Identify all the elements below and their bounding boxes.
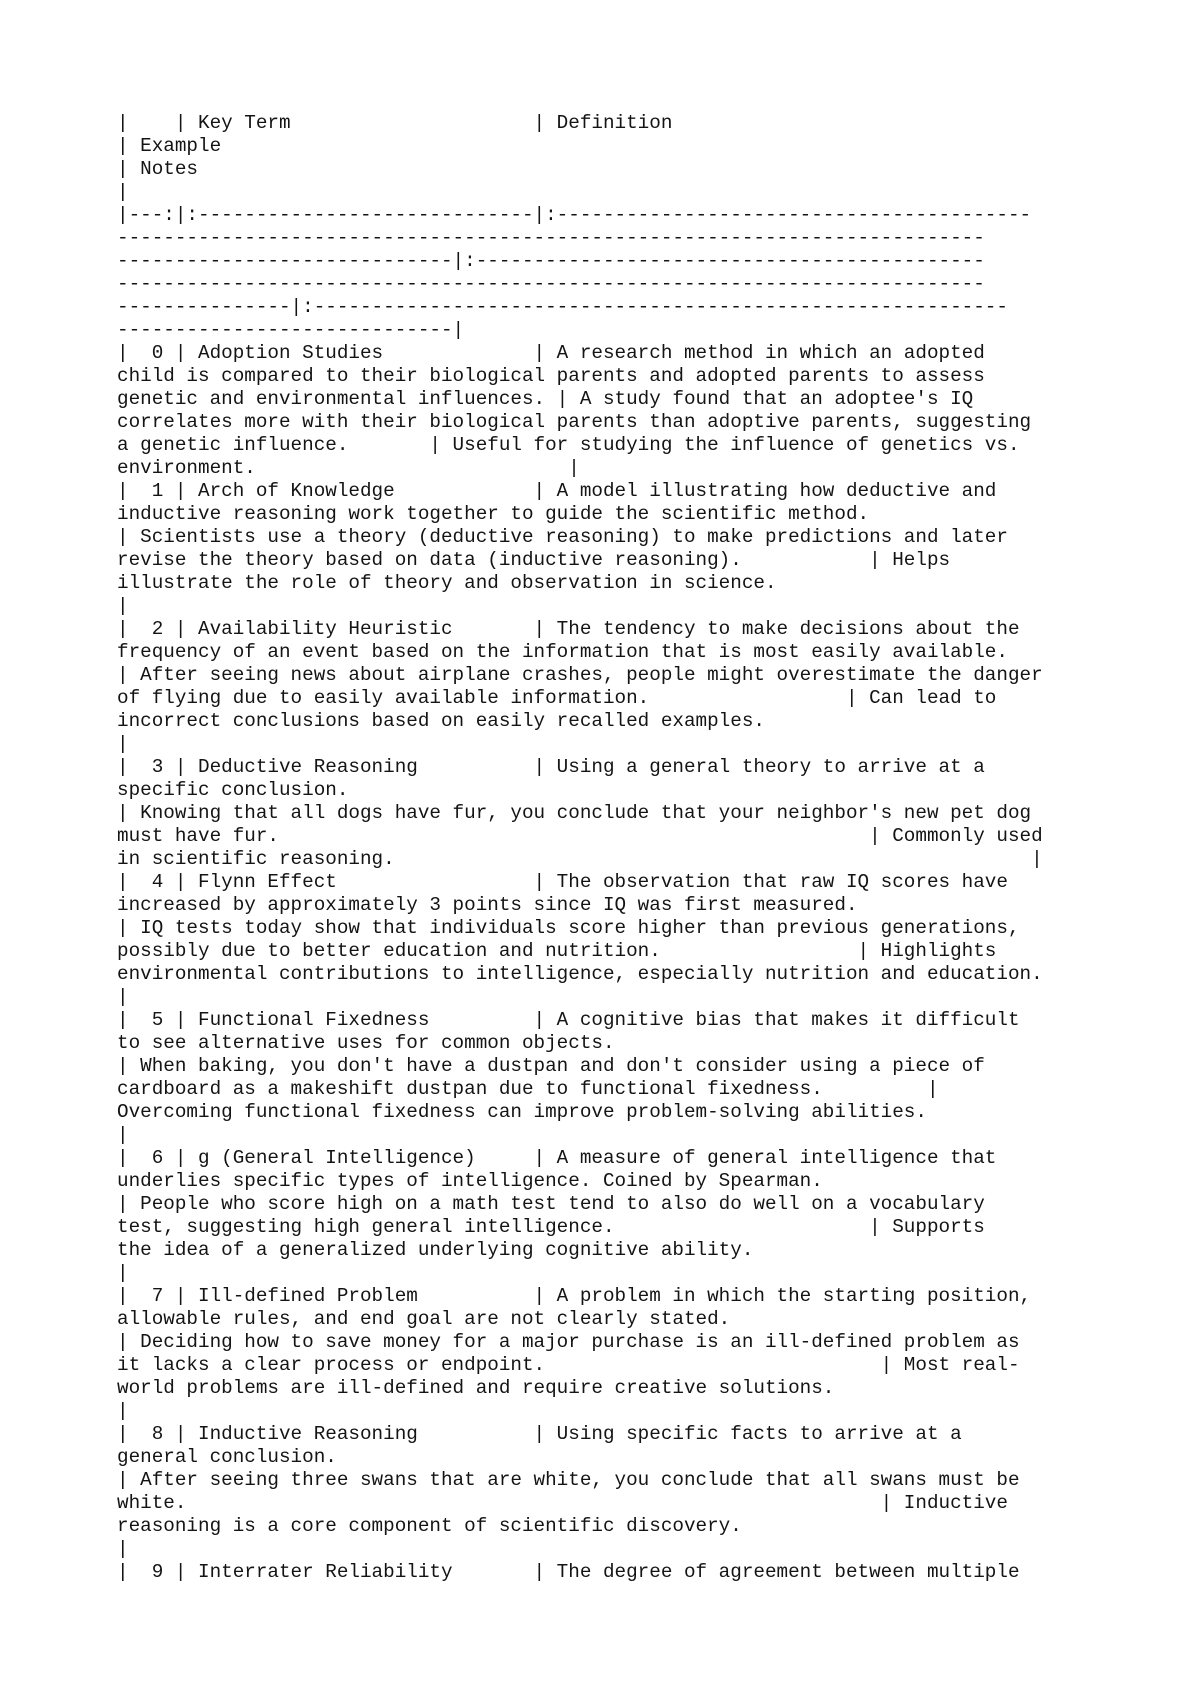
text-line: | 1 | Arch of Knowledge | A model illustrating how deductive and bbox=[117, 480, 997, 502]
text-line: | 6 | g (General Intelligence) | A measure of general intelligence that bbox=[117, 1147, 997, 1169]
text-line: test, suggesting high general intelligence. | Supports bbox=[117, 1216, 985, 1238]
text-line: allowable rules, and end goal are not clearly stated. bbox=[117, 1308, 731, 1330]
text-line: -----------------------------| bbox=[117, 319, 465, 341]
text-line: white. | Inductive bbox=[117, 1492, 1008, 1514]
text-line: genetic and environmental influences. | A study found that an adoptee's IQ bbox=[117, 388, 974, 410]
text-line: | 0 | Adoption Studies | A research method in which an adopted bbox=[117, 342, 985, 364]
text-line: | bbox=[117, 733, 129, 755]
text-line: inductive reasoning work together to guide the scientific method. bbox=[117, 503, 870, 525]
text-line: correlates more with their biological parents than adoptive parents, suggesting bbox=[117, 411, 1032, 433]
text-line: underlies specific types of intelligence. Coined by Spearman. bbox=[117, 1170, 823, 1192]
text-line: cardboard as a makeshift dustpan due to functional fixedness. | bbox=[117, 1078, 939, 1100]
text-line: | After seeing news about airplane crashes, people might overestimate the danger bbox=[117, 664, 1043, 686]
text-line: Overcoming functional fixedness can improve problem-solving abilities. bbox=[117, 1101, 927, 1123]
text-line: | After seeing three swans that are white, you conclude that all swans must be bbox=[117, 1469, 1020, 1491]
text-line: illustrate the role of theory and observation in science. bbox=[117, 572, 777, 594]
text-line: | 5 | Functional Fixedness | A cognitive bias that makes it difficult bbox=[117, 1009, 1020, 1031]
text-line: incorrect conclusions based on easily recalled examples. bbox=[117, 710, 765, 732]
text-line: | When baking, you don't have a dustpan and don't consider using a piece of bbox=[117, 1055, 985, 1077]
text-line: | 8 | Inductive Reasoning | Using specific facts to arrive at a bbox=[117, 1423, 962, 1445]
text-line: to see alternative uses for common objects. bbox=[117, 1032, 615, 1054]
text-line: | Deciding how to save money for a major purchase is an ill-defined problem as bbox=[117, 1331, 1020, 1353]
text-line: --------------------------------------------------------------------------- bbox=[117, 227, 985, 249]
text-line: | 3 | Deductive Reasoning | Using a general theory to arrive at a bbox=[117, 756, 985, 778]
text-line: general conclusion. bbox=[117, 1446, 337, 1468]
text-line: | bbox=[117, 1538, 129, 1560]
text-line: world problems are ill-defined and require creative solutions. bbox=[117, 1377, 835, 1399]
text-line: | bbox=[117, 181, 129, 203]
text-line: frequency of an event based on the information that is most easily available. bbox=[117, 641, 1008, 663]
text-line: |---:|:-----------------------------|:----------------------------------------- bbox=[117, 204, 1032, 226]
text-line: | bbox=[117, 1400, 129, 1422]
text-line: | bbox=[117, 986, 129, 1008]
text-line: | People who score high on a math test tend to also do well on a vocabulary bbox=[117, 1193, 985, 1215]
text-line: | Example bbox=[117, 135, 222, 157]
text-line: specific conclusion. bbox=[117, 779, 349, 801]
text-line: | Knowing that all dogs have fur, you conclude that your neighbor's new pet dog bbox=[117, 802, 1032, 824]
text-line: | 4 | Flynn Effect | The observation that raw IQ scores have bbox=[117, 871, 1008, 893]
text-line: of flying due to easily available information. | Can lead to bbox=[117, 687, 997, 709]
text-line: child is compared to their biological parents and adopted parents to assess bbox=[117, 365, 985, 387]
text-line: increased by approximately 3 points since IQ was first measured. bbox=[117, 894, 858, 916]
text-line: | IQ tests today show that individuals score higher than previous generations, bbox=[117, 917, 1020, 939]
text-line: ---------------|:------------------------------------------------------------ bbox=[117, 296, 1008, 318]
text-line: the idea of a generalized underlying cognitive ability. bbox=[117, 1239, 754, 1261]
text-line: | 7 | Ill-defined Problem | A problem in which the starting position, bbox=[117, 1285, 1032, 1307]
document-page bbox=[117, 112, 1117, 1592]
text-line: a genetic influence. | Useful for studying the influence of genetics vs. bbox=[117, 434, 1020, 456]
text-line: | 9 | Interrater Reliability | The degree of agreement between multiple bbox=[117, 1561, 1020, 1583]
text-line: | | Key Term | Definition bbox=[117, 112, 673, 134]
text-line: revise the theory based on data (inductive reasoning). | Helps bbox=[117, 549, 951, 571]
text-line: environment. | bbox=[117, 457, 580, 479]
text-line: -----------------------------|:-------------------------------------------- bbox=[117, 250, 985, 272]
text-line: | bbox=[117, 595, 129, 617]
text-line: it lacks a clear process or endpoint. | Most real- bbox=[117, 1354, 1020, 1376]
text-line: reasoning is a core component of scientific discovery. bbox=[117, 1515, 742, 1537]
text-line: environmental contributions to intelligence, especially nutrition and education. bbox=[117, 963, 1043, 985]
text-line: | Notes bbox=[117, 158, 198, 180]
text-line: | bbox=[117, 1262, 129, 1284]
text-line: | Scientists use a theory (deductive reasoning) to make predictions and later bbox=[117, 526, 1008, 548]
text-line: in scientific reasoning. | bbox=[117, 848, 1043, 870]
text-line: must have fur. | Commonly used bbox=[117, 825, 1043, 847]
text-line: possibly due to better education and nutrition. | Highlights bbox=[117, 940, 997, 962]
text-line: | bbox=[117, 1124, 129, 1146]
text-line: | 2 | Availability Heuristic | The tendency to make decisions about the bbox=[117, 618, 1020, 640]
text-line: --------------------------------------------------------------------------- bbox=[117, 273, 985, 295]
